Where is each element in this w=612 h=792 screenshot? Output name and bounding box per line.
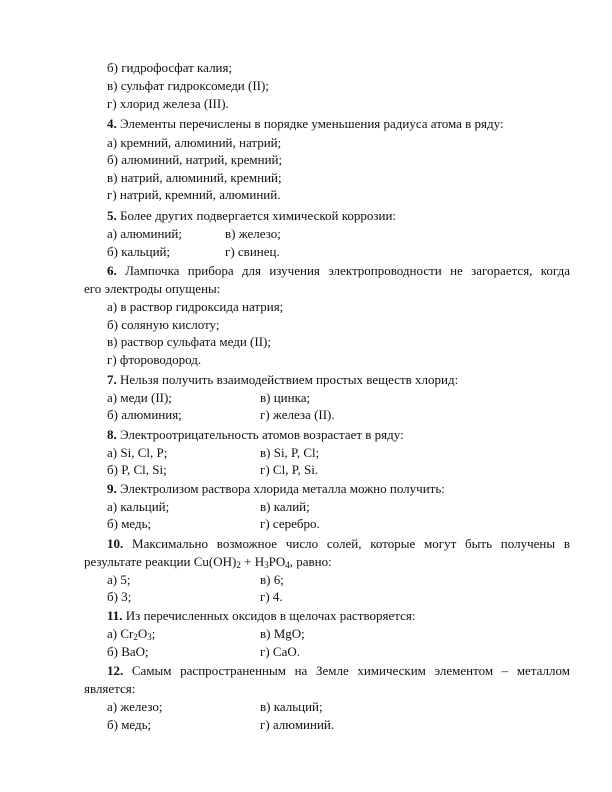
question-8-number: 8. [107, 427, 117, 442]
question-8-text: Электроотрицательность атомов возрастает в ряду: [120, 427, 404, 442]
q10-row-2 [107, 589, 283, 605]
q4-option-b: б) алюминий, натрий, кремний; [107, 152, 283, 167]
q12-option-v: в) кальций; [260, 699, 323, 714]
q7-option-g: г) железа (II). [260, 407, 335, 422]
q7-row-2 [107, 407, 335, 423]
question-10-text-line2 [84, 554, 332, 570]
q10-formula-part2: + H [240, 554, 265, 569]
q8-option-v: в) Si, P, Cl; [260, 445, 320, 460]
q11-a-part2: O [137, 626, 148, 641]
q10-row-1 [107, 572, 284, 588]
question-12 [84, 663, 570, 679]
q6-option-v: в) раствор сульфата меди (II); [107, 334, 271, 349]
q3-option-g: г) хлорид железа (III). [107, 96, 229, 111]
q12-option-g: г) алюминий. [260, 717, 335, 732]
question-11-number: 11. [107, 608, 123, 623]
question-6-text-line1: Лампочка прибора для изучения электропроводности не загорается, когда [125, 263, 571, 278]
question-7-text: Нельзя получить взаимодействием простых веществ хлорид: [120, 372, 459, 387]
q6-option-g: г) фтороводород. [107, 352, 202, 367]
question-6-text-line2: его электроды опущены: [84, 281, 221, 296]
q7-option-v: в) цинка; [260, 390, 311, 405]
q5-row-1 [107, 226, 281, 242]
q5-option-g: г) свинец. [225, 244, 280, 259]
q12-row-2 [107, 717, 335, 733]
question-9 [107, 481, 445, 497]
question-10-number: 10. [107, 536, 124, 551]
question-8 [107, 427, 404, 443]
q9-option-g: г) серебро. [260, 516, 320, 531]
q8-option-a: а) Si, Cl, P; [107, 445, 168, 460]
q12-option-b: б) медь; [107, 717, 152, 732]
question-5 [107, 208, 396, 224]
q10-option-b: б) 3; [107, 589, 132, 604]
question-7-number: 7. [107, 372, 117, 387]
q10-formula-part3: PO [268, 554, 286, 569]
q12-option-a: а) железо; [107, 699, 163, 714]
q5-row-2 [107, 244, 280, 260]
q12-row-1 [107, 699, 323, 715]
q11-option-v: в) MgO; [260, 626, 305, 641]
q10-option-v: в) 6; [260, 572, 284, 587]
q10-option-a: а) 5; [107, 572, 131, 587]
q8-row-1 [107, 445, 320, 461]
q3-option-b: б) гидрофосфат калия; [107, 60, 233, 75]
q11-a-subscript-1: 2 [133, 632, 138, 642]
q4-option-g: г) натрий, кремний, алюминий. [107, 187, 281, 202]
q8-option-g: г) Cl, P, Si. [260, 462, 319, 477]
q5-option-v: в) железо; [225, 226, 281, 241]
q4-option-v: в) натрий, алюминий, кремний; [107, 170, 282, 185]
q8-option-b: б) P, Cl, Si; [107, 462, 167, 477]
question-10-text-line1: Максимально возможное число солей, которые могут быть получены в [132, 536, 571, 551]
q7-option-a: а) меди (II); [107, 390, 172, 405]
q10-option-g: г) 4. [260, 589, 283, 604]
question-4-text: Элементы перечислены в порядке уменьшения радиуса атома в ряду: [120, 116, 504, 131]
question-6 [84, 263, 570, 279]
question-12-text-line2: является: [84, 681, 136, 696]
q9-row-2 [107, 516, 320, 532]
q9-row-1 [107, 499, 310, 515]
q10-subscript-2: 3 [264, 560, 269, 570]
q4-option-a: а) кремний, алюминий, натрий; [107, 135, 282, 150]
question-5-number: 5. [107, 208, 117, 223]
question-9-text: Электролизом раствора хлорида металла можно получить: [120, 481, 445, 496]
question-10 [84, 536, 570, 552]
q6-option-b: б) соляную кислоту; [107, 317, 220, 332]
question-6-number: 6. [107, 263, 117, 278]
q11-row-2 [107, 644, 300, 660]
question-4 [107, 116, 504, 132]
q11-row-1 [107, 626, 305, 642]
q8-row-2 [107, 462, 319, 478]
q7-option-b: б) алюминия; [107, 407, 182, 422]
q10-subscript-3: 4 [285, 560, 290, 570]
question-7 [107, 372, 458, 388]
q10-formula-part4: , равно: [289, 554, 332, 569]
q10-formula-part1: результате реакции Cu(OH) [84, 554, 237, 569]
q5-option-b: б) кальций; [107, 244, 171, 259]
q11-a-part3: ; [151, 626, 156, 641]
q9-option-v: в) калий; [260, 499, 310, 514]
q11-a-subscript-2: 3 [147, 632, 152, 642]
q5-option-a: а) алюминий; [107, 226, 182, 241]
q9-option-b: б) медь; [107, 516, 152, 531]
question-5-text: Более других подвергается химической коррозии: [120, 208, 397, 223]
question-4-number: 4. [107, 116, 117, 131]
question-11-text: Из перечисленных оксидов в щелочах растворяется: [125, 608, 416, 623]
question-9-number: 9. [107, 481, 117, 496]
q11-a-part1: а) Cr [107, 626, 134, 641]
q10-subscript-1: 2 [236, 560, 241, 570]
q11-option-a [107, 626, 155, 641]
q7-row-1 [107, 390, 311, 406]
question-11 [107, 608, 416, 624]
q9-option-a: а) кальций; [107, 499, 170, 514]
q3-option-v: в) сульфат гидроксомеди (II); [107, 78, 269, 93]
question-12-text-line1: Самым распространенным на Земле химическим элементом – металлом [131, 663, 571, 678]
question-12-number: 12. [107, 663, 124, 678]
q6-option-a: а) в раствор гидроксида натрия; [107, 299, 284, 314]
q11-option-g: г) CaO. [260, 644, 300, 659]
q11-option-b: б) BaO; [107, 644, 149, 659]
